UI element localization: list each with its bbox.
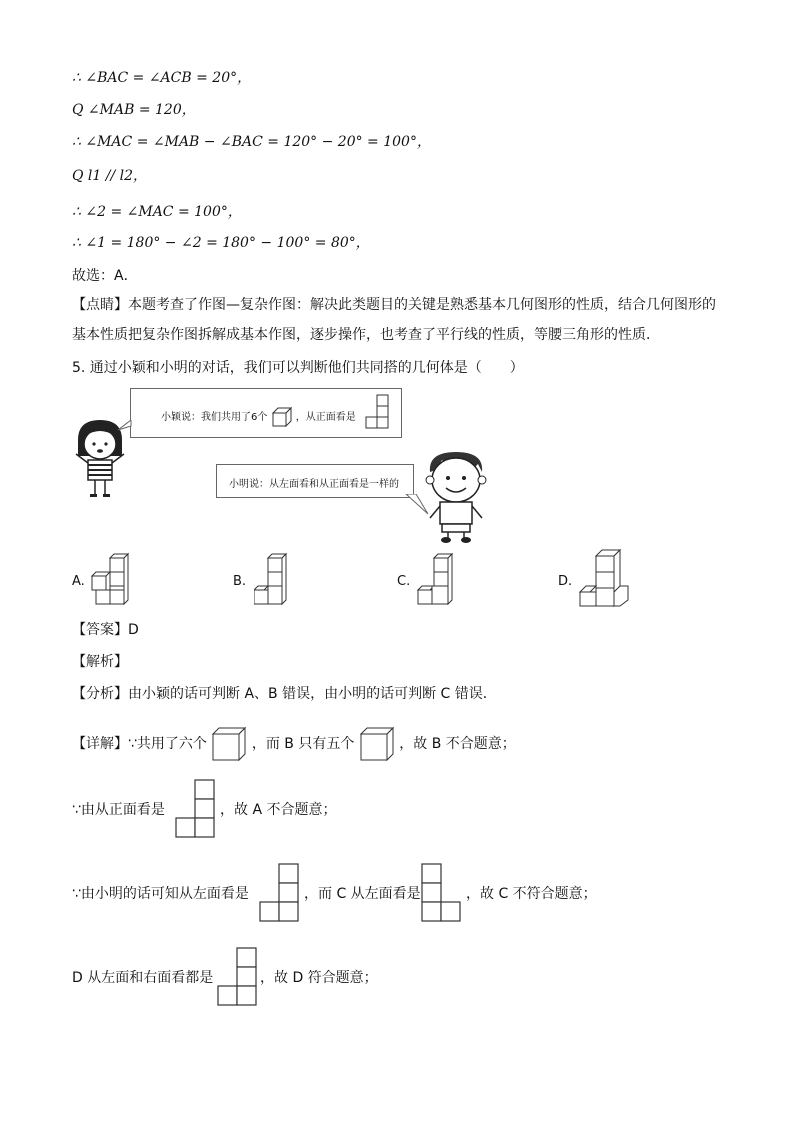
- fenxi-line: 【分析】由小颖的话可判断 A、B 错误，由小明的话可判断 C 错误．: [72, 686, 497, 702]
- choice-line: 故选：A．: [72, 268, 138, 284]
- xiaoying-speech-bubble: [130, 388, 402, 438]
- cube-icon: [211, 726, 247, 762]
- detail-line-2-text-a: ∵由从正面看是: [72, 802, 165, 818]
- option-a-solid[interactable]: [88, 552, 136, 608]
- bubble2-text: 小明说：从左面看和从正面看是一样的: [229, 479, 399, 490]
- proof-line-4: Q l1 // l2，: [72, 168, 148, 184]
- detail-line-1: [72, 726, 516, 762]
- detail-line-3-text-a: ∵由小明的话可知从左面看是: [72, 886, 249, 902]
- option-d-solid[interactable]: [578, 548, 630, 610]
- detail-line-3-text-b: ，而 C 从左面看是: [304, 886, 421, 902]
- detail-line-4-text-b: ，故 D 符合题意；: [260, 970, 378, 986]
- detail-line-2-text-b: ，故 A 不合题意；: [220, 802, 337, 818]
- detail1-part-b: ，而 B 只有五个: [251, 736, 355, 752]
- detail-line-3-text-c: ，故 C 不符合题意；: [466, 886, 597, 902]
- cube-icon: [359, 726, 395, 762]
- bubble1-text-b: ，从正面看是: [295, 412, 356, 423]
- detail-line-4-text-a: D 从左面和右面看都是: [72, 970, 214, 986]
- option-c-left-view-icon: [420, 862, 464, 924]
- side-view-icon: [216, 946, 260, 1008]
- option-b-solid[interactable]: [254, 552, 294, 608]
- left-view-icon: [258, 862, 302, 924]
- proof-line-1: ∴ ∠BAC = ∠ACB = 20°，: [72, 70, 252, 86]
- option-c-solid[interactable]: [416, 552, 460, 608]
- bubble1-tail: [118, 420, 132, 432]
- option-d-label: D.: [558, 574, 573, 589]
- xiaoming-speech-bubble: [216, 464, 414, 498]
- boy-illustration: [420, 448, 492, 544]
- answer-line: 【答案】D: [72, 622, 139, 638]
- detail1-part-a: 【详解】∵共用了六个: [72, 736, 207, 752]
- front-view-icon: [363, 393, 393, 433]
- option-c-label: C.: [397, 574, 411, 589]
- proof-line-3: ∴ ∠MAC = ∠MAB − ∠BAC = 120° − 20° = 100°，: [72, 134, 431, 150]
- question-text: 5. 通过小颖和小明的对话，我们可以判断他们共同搭的几何体是（ ）: [72, 360, 524, 376]
- proof-line-2: Q ∠MAB = 120，: [72, 102, 196, 118]
- detail1-part-c: ，故 B 不合题意；: [399, 736, 516, 752]
- cube-icon: [271, 407, 293, 427]
- dianjing-paragraph: 【点睛】本题考查了作图—复杂作图：解决此类题目的关键是熟悉基本几何图形的性质，结合几何图形的基本性质把复杂作图拆解成基本作图，逐步操作，也考查了平行线的性质，等腰三角形的性质．: [72, 297, 716, 343]
- front-view-icon: [174, 778, 218, 840]
- proof-line-5: ∴ ∠2 = ∠MAC = 100°，: [72, 204, 242, 220]
- proof-line-6: ∴ ∠1 = 180° − ∠2 = 180° − 100° = 80°，: [72, 235, 370, 251]
- option-a-label: A.: [72, 574, 85, 589]
- bubble1-text-a: 小颖说：我们共用了6个: [161, 412, 268, 423]
- jiexi-heading: 【解析】: [72, 654, 128, 670]
- option-b-label: B.: [233, 574, 247, 589]
